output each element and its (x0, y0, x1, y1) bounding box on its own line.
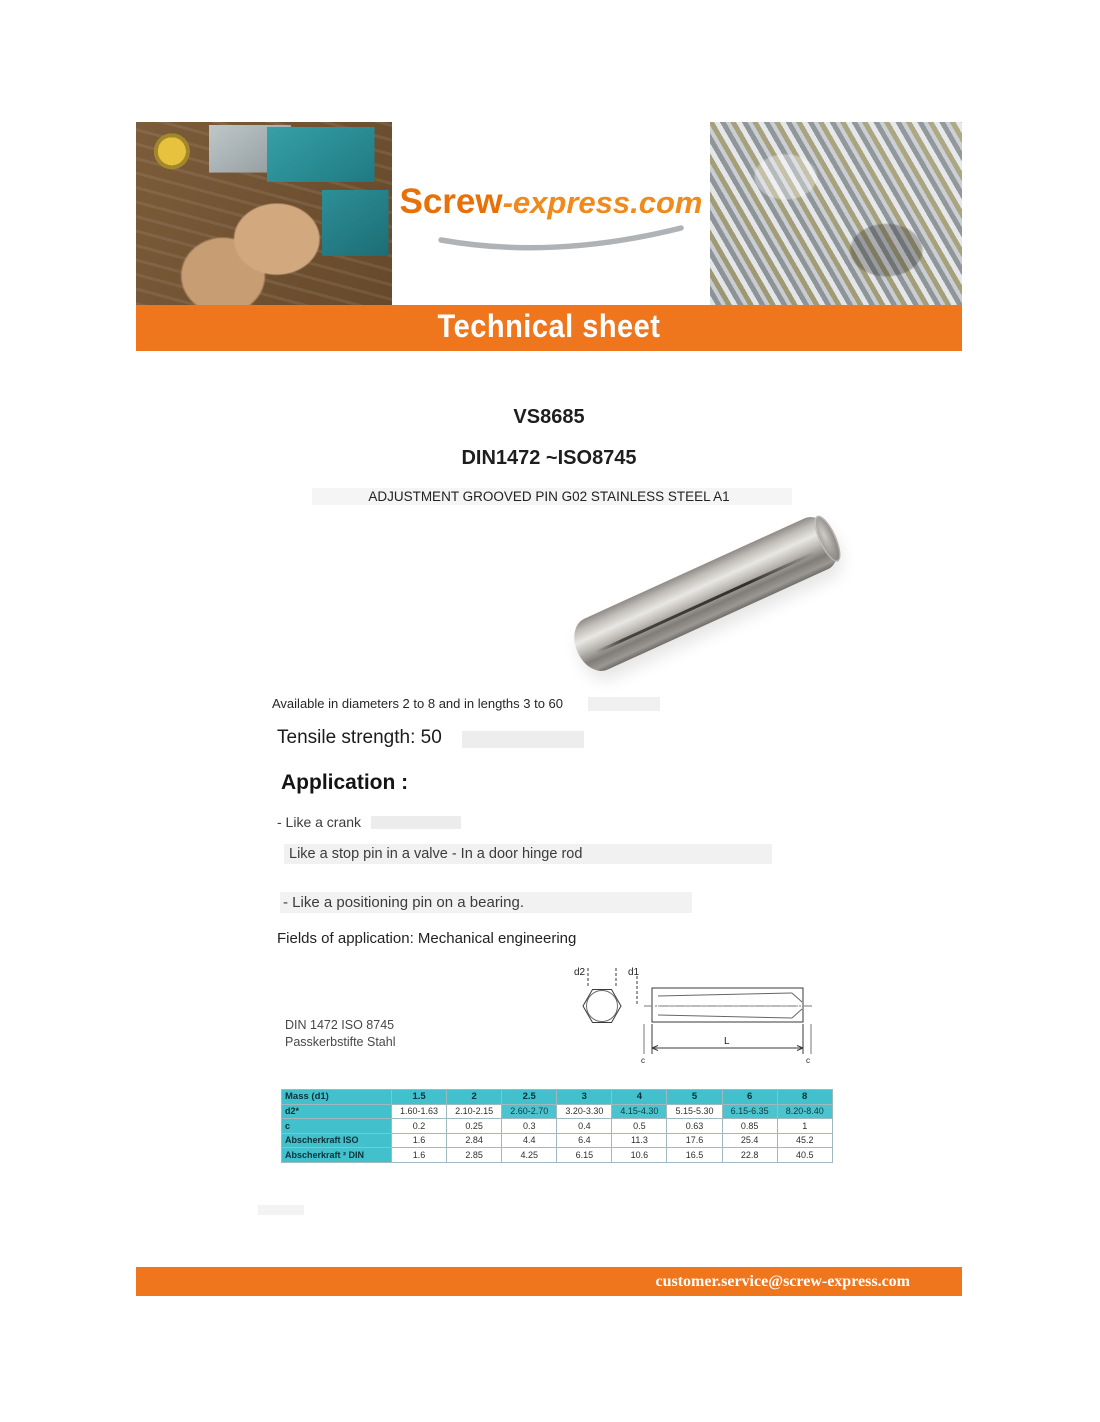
brand-logo (392, 182, 710, 222)
dim-d1-label: d1 (628, 967, 640, 978)
table-cell: 0.2 (392, 1119, 447, 1134)
table-cell: 6.15-6.35 (722, 1104, 777, 1119)
table-cell: 4.15-4.30 (612, 1104, 667, 1119)
table-cell: 4.4 (502, 1133, 557, 1148)
contact-email[interactable]: customer.service@screw-express.com (655, 1273, 910, 1290)
tensile-strength: Tensile strength: 50 (277, 727, 442, 748)
application-item: - Like a positioning pin on a bearing. (283, 894, 524, 911)
pin-end-view-hexagon (583, 990, 621, 1023)
logo-area (392, 122, 710, 305)
table-col-header: 6 (722, 1090, 777, 1105)
table-cell: 17.6 (667, 1133, 722, 1148)
table-cell: 1.6 (392, 1133, 447, 1148)
table-cell: 0.3 (502, 1119, 557, 1134)
table-cell: 2.84 (447, 1133, 502, 1148)
application-heading: Application : (281, 771, 409, 794)
table-col-header: 5 (667, 1090, 722, 1105)
table-cell: 0.5 (612, 1119, 667, 1134)
logo-swoosh-icon (435, 224, 687, 258)
table-col-header: 2.5 (502, 1090, 557, 1105)
table-cell: 6.15 (557, 1148, 612, 1163)
table-row-label: Abscherkraft ² DIN (282, 1148, 392, 1163)
table-row-label: Abscherkraft ISO (282, 1133, 392, 1148)
availability-note: Available in diameters 2 to 8 and in lengths 3 to 60 (272, 696, 564, 711)
table-cell: 0.4 (557, 1119, 612, 1134)
scan-artifact (258, 1205, 304, 1215)
table-cell: 45.2 (777, 1133, 832, 1148)
table-cell: 0.25 (447, 1119, 502, 1134)
table-cell: 22.8 (722, 1148, 777, 1163)
workbench-photo (136, 122, 392, 305)
table-cell: 4.25 (502, 1148, 557, 1163)
table-cell: 16.5 (667, 1148, 722, 1163)
table-col-header: 2 (447, 1090, 502, 1105)
scan-artifact (588, 697, 660, 711)
dim-c-left-label: c (641, 1056, 645, 1065)
table-cell: 6.4 (557, 1133, 612, 1148)
scan-artifact (462, 731, 584, 748)
table-cell: 2.85 (447, 1148, 502, 1163)
table-cell: 1.6 (392, 1148, 447, 1163)
table-cell: 2.10-2.15 (447, 1104, 502, 1119)
table-row (282, 1133, 833, 1148)
table-col-header: 3 (557, 1090, 612, 1105)
product-code: VS8685 (513, 406, 585, 428)
table-col-header: 8 (777, 1090, 832, 1105)
table-row-label: c (282, 1119, 392, 1134)
product-standard: DIN1472 ~ISO8745 (461, 447, 637, 469)
footer-band (136, 1267, 962, 1296)
table-col-header: 1.5 (392, 1090, 447, 1105)
product-name: ADJUSTMENT GROOVED PIN G02 STAINLESS STEEL A1 (368, 489, 730, 504)
table-cell: 25.4 (722, 1133, 777, 1148)
table-cell: 10.6 (612, 1148, 667, 1163)
brand-suffix: -express.com (502, 185, 703, 220)
table-cell: 5.15-5.30 (667, 1104, 722, 1119)
brand-name: Screw (399, 182, 503, 221)
table-row (282, 1148, 833, 1163)
table-cell: 3.20-3.30 (557, 1104, 612, 1119)
header (136, 122, 962, 305)
spec-table (281, 1089, 833, 1163)
technical-sheet-band (136, 305, 962, 351)
table-cell: 1 (777, 1119, 832, 1134)
band-title: Technical sheet (437, 309, 661, 345)
table-row-label: d2* (282, 1104, 392, 1119)
table-cell: 2.60-2.70 (502, 1104, 557, 1119)
table-cell: 8.20-8.40 (777, 1104, 832, 1119)
grooved-pin-photo (566, 510, 846, 678)
screws-photo (710, 122, 962, 305)
drawing-caption-line2: Passkerbstifte Stahl (285, 1034, 396, 1049)
technical-drawing (540, 962, 840, 1067)
drawing-caption-line1: DIN 1472 ISO 8745 (285, 1018, 395, 1032)
dim-d2-label: d2 (574, 967, 586, 978)
table-row (282, 1119, 833, 1134)
table-cell: 11.3 (612, 1133, 667, 1148)
dim-length-label: L (724, 1036, 730, 1047)
drawing-caption (285, 1017, 395, 1050)
application-item: - Like a crank (277, 814, 362, 830)
fields-of-application: Fields of application: Mechanical engineering (277, 930, 577, 947)
table-cell: 0.63 (667, 1119, 722, 1134)
application-item: Like a stop pin in a valve - In a door hinge rod (289, 846, 583, 862)
table-col-header: 4 (612, 1090, 667, 1105)
table-cell: 40.5 (777, 1148, 832, 1163)
dim-c-right-label: c (806, 1056, 810, 1065)
table-cell: 0.85 (722, 1119, 777, 1134)
table-row (282, 1104, 833, 1119)
scan-artifact (371, 816, 461, 829)
table-cell: 1.60-1.63 (392, 1104, 447, 1119)
table-corner-label: Mass (d1) (282, 1090, 392, 1105)
